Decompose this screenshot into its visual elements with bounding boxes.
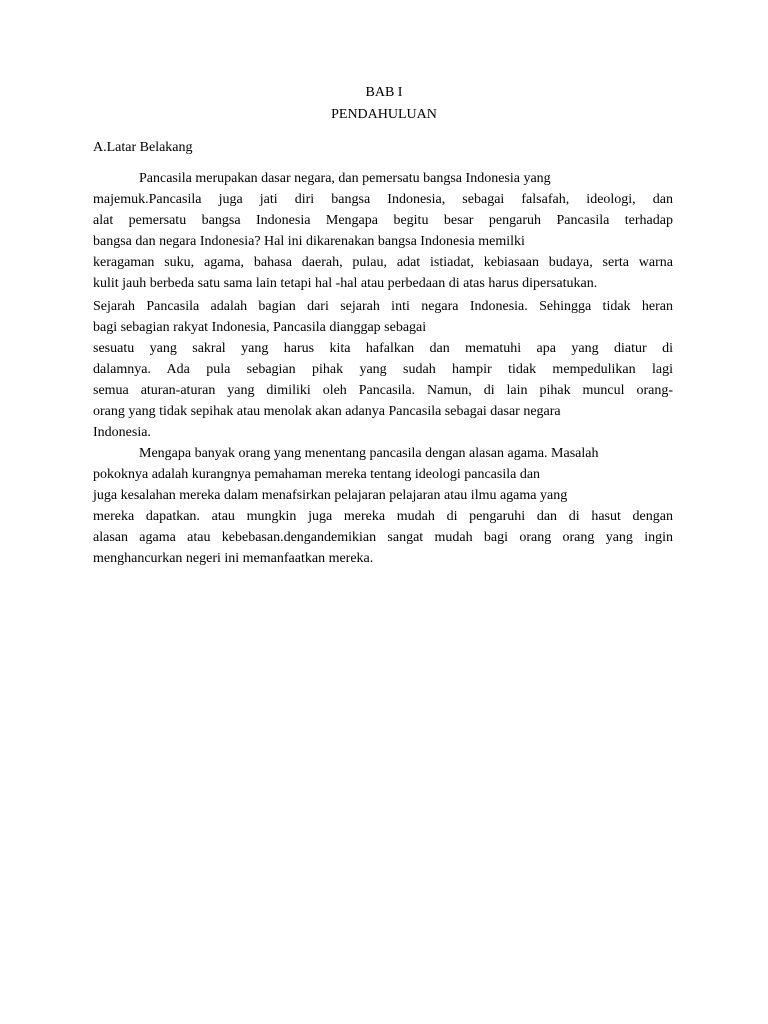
paragraph-line: Sejarah Pancasila adalah bagian dari sejarah inti negara Indonesia. Sehingga tidak heran (93, 299, 673, 314)
paragraph-line: pokoknya adalah kurangnya pemahaman mereka tentang ideologi pancasila dan (93, 467, 541, 482)
paragraph-line: orang yang tidak sepihak atau menolak akan adanya Pancasila sebagai dasar negara (93, 404, 561, 419)
chapter-title: PENDAHULUAN (331, 107, 437, 122)
paragraph-line: dalamnya. Ada pula sebagian pihak yang sudah hampir tidak mempedulikan lagi (93, 362, 673, 377)
paragraph-line: semua aturan-aturan yang dimiliki oleh Pancasila. Namun, di lain pihak muncul orang- (93, 383, 673, 398)
section-title: A.Latar Belakang (93, 140, 193, 155)
paragraph-line: Indonesia. (93, 425, 151, 440)
paragraph-line: Pancasila merupakan dasar negara, dan pemersatu bangsa Indonesia yang (139, 171, 551, 186)
paragraph-line: mereka dapatkan. atau mungkin juga mereka mudah di pengaruhi dan di hasut dengan (93, 509, 673, 524)
paragraph-1 (93, 168, 673, 294)
chapter-number: BAB I (365, 85, 403, 100)
paragraph-line: juga kesalahan mereka dalam menafsirkan pelajaran pelajaran atau ilmu agama yang (93, 488, 568, 503)
paragraph-3 (93, 443, 673, 569)
paragraph-line: kulit jauh berbeda satu sama lain tetapi hal -hal atau perbedaan di atas harus dipersatukan. (93, 276, 598, 291)
paragraph-line: alat pemersatu bangsa Indonesia Mengapa begitu besar pengaruh Pancasila terhadap (93, 213, 673, 228)
paragraph-line: majemuk.Pancasila juga jati diri bangsa Indonesia, sebagai falsafah, ideologi, dan (93, 192, 673, 207)
paragraph-line: Mengapa banyak orang yang menentang pancasila dengan alasan agama. Masalah (139, 446, 599, 461)
paragraph-2 (93, 296, 673, 443)
paragraph-line: sesuatu yang sakral yang harus kita hafalkan dan mematuhi apa yang diatur di (93, 341, 673, 356)
paragraph-line: bagi sebagian rakyat Indonesia, Pancasila dianggap sebagai (93, 320, 427, 335)
paragraph-line: keragaman suku, agama, bahasa daerah, pulau, adat istiadat, kebiasaan budaya, serta warna (93, 255, 673, 270)
paragraph-line: alasan agama atau kebebasan.dengandemikian sangat mudah bagi orang orang yang ingin (93, 530, 673, 545)
paragraph-line: bangsa dan negara Indonesia? Hal ini dikarenakan bangsa Indonesia memilki (93, 234, 525, 249)
paragraph-line: menghancurkan negeri ini memanfaatkan mereka. (93, 551, 374, 566)
